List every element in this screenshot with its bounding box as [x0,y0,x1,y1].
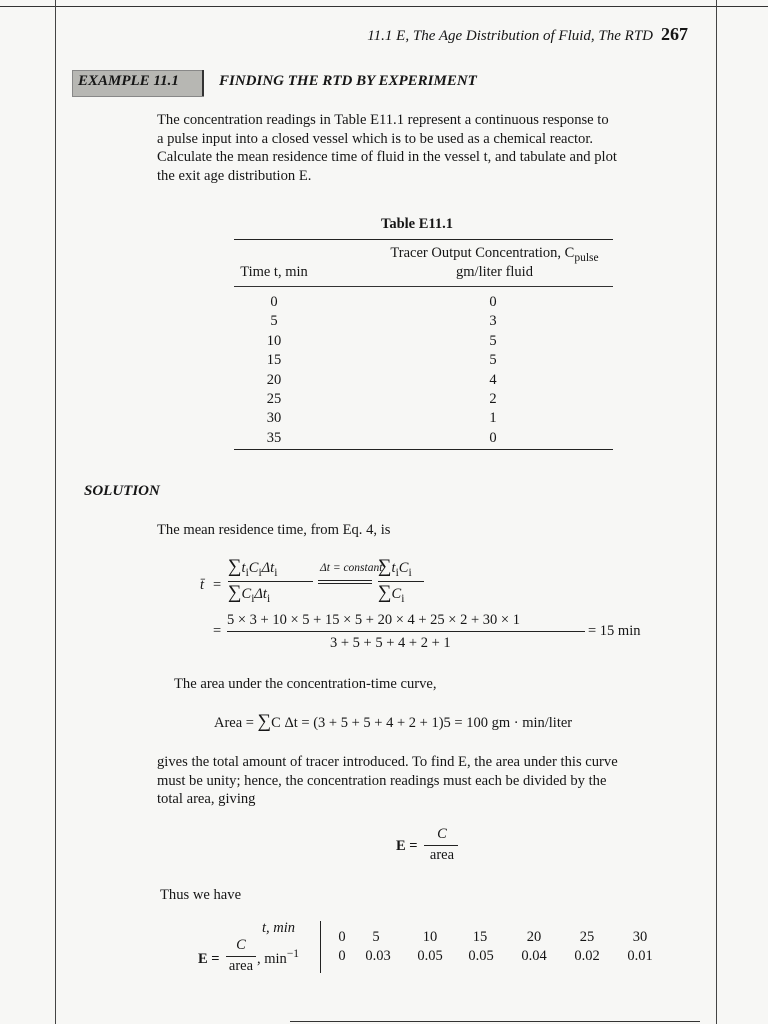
conc-cell: 0 [489,429,497,446]
eq2-fraction-bar [227,631,585,632]
table-conc-column [463,293,523,448]
problem-line: a pulse input into a closed vessel which is to be used as a chemical reactor. [157,130,594,147]
e-value: 0.03 [365,948,391,964]
conc-cell: 1 [489,410,497,427]
conc-cell: 5 [489,332,497,349]
explanation-line: must be unity; hence, the concentration readings must each be divided by the [157,772,607,789]
e-value: 0.04 [521,948,547,964]
explanation-line: gives the total amount of tracer introduced. To find E, the area under this curve [157,754,618,770]
t-value: 25 [579,929,595,945]
sum-symbol: ∑ [378,556,392,577]
table-bottom-rule [234,449,613,450]
table-divider [320,921,321,973]
left-margin-rule [55,0,56,1024]
row2-numerator: C [236,937,246,953]
row2-unit: , $\min^{-1}$ [257,948,300,967]
e-value: 0.01 [627,948,653,964]
thus-text: Thus we have [160,887,242,903]
table-col2-units: gm/liter fluid [456,264,533,280]
conc-cell: 3 [489,313,497,330]
e-def-denominator: area [429,847,455,863]
bottom-border [290,1021,700,1022]
running-header [367,24,688,45]
conc-cell: 0 [489,294,497,310]
mean-time-intro: The mean residence time, from Eq. 4, is [157,522,391,538]
t-values-row [331,929,671,949]
table-col2-header: Tracer Output Concentration, $C_{pulse}$ [390,245,599,264]
explanation-line: total area, giving [157,791,256,807]
eq2-numerator: 5 × 3 + 10 × 5 + 15 × 5 + 20 × 4 + 25 × 2 + 30 × 1 [227,612,520,628]
e-value: 0.05 [417,948,443,964]
right-margin-rule [716,0,717,1024]
t-value: 15 [472,929,488,945]
row2-fraction-bar [226,956,256,957]
time-cell: 10 [266,332,282,349]
tbar-symbol: t̄ [200,577,205,593]
area-explanation [157,753,702,809]
eq1-long-equals-top [318,580,372,581]
table-top-rule [234,239,613,240]
time-cell: 20 [266,371,282,388]
table-header-rule [234,286,613,287]
section-title: 11.1 E, The Age Distribution of Fluid, The RTD [367,28,653,44]
eq1-long-equals-bottom [318,583,372,584]
row2-denominator: area [228,958,254,974]
time-cell: 5 [270,313,278,330]
time-cell: 30 [266,410,282,427]
row1-label: t, min [262,920,296,936]
e-def-fraction-bar [424,845,458,846]
conc-cell: 2 [489,391,497,408]
eq1-right-denominator: $\sum C_i$ [378,582,405,605]
sum-symbol: ∑ [257,711,272,732]
time-cell: 25 [266,391,282,408]
t-value: 30 [632,929,648,945]
conc-cell: 4 [489,371,497,388]
t-value: 0 [338,929,346,945]
example-label: EXAMPLE 11.1 [78,73,179,89]
conc-cell: 5 [489,352,497,369]
t-value: 5 [372,929,380,945]
e-value: 0 [338,948,346,964]
time-cell: 15 [266,352,282,369]
problem-line: Calculate the mean residence time of fluid in the vessel t, and tabulate and plot [157,149,617,165]
table-caption: Table E11.1 [381,216,453,232]
table-time-column [234,293,314,448]
equals-sign: = [213,623,222,639]
e-value: 0.02 [574,948,600,964]
time-cell: 35 [266,429,282,446]
e-value: 0.05 [468,948,494,964]
area-equation: Area = ∑C Δt = (3 + 5 + 5 + 4 + 2 + 1)5 = 100 gm · min/liter [214,711,573,732]
eq1-denominator: $\sum C_i\Delta t_i$ [228,582,271,605]
t-value: 10 [422,929,438,945]
problem-line: The concentration readings in Table E11.1 represent a continuous response to [157,112,609,128]
example-separator [202,70,204,96]
area-intro: The area under the concentration-time curve, [174,676,437,692]
eq2-denominator: 3 + 5 + 5 + 4 + 2 + 1 [330,635,451,651]
top-border [0,0,768,7]
example-title: FINDING THE RTD BY EXPERIMENT [219,73,477,89]
eq1-condition: Δt = constant [320,562,383,574]
e-def-numerator: C [437,826,447,842]
table-col1-header: Time t, min [240,264,308,280]
page-number: 267 [661,24,688,44]
solution-heading: SOLUTION [84,483,160,499]
eq1-right-numerator: $\sum t_iC_i$ [378,556,412,579]
row2-lhs: E = [198,951,220,967]
problem-line: the exit age distribution E. [157,167,312,184]
e-def-lhs: E = [396,838,418,854]
sum-symbol: ∑ [228,582,242,603]
e-values-row [331,948,671,968]
eq1-numerator: $\sum t_iC_i\Delta t_i$ [228,556,278,579]
problem-statement [157,111,697,185]
eq2-result: = 15 min [588,623,641,639]
sum-symbol: ∑ [378,582,392,603]
t-value: 20 [526,929,542,945]
sum-symbol: ∑ [228,556,242,577]
equals-sign: = [213,577,222,593]
time-cell: 0 [270,294,278,310]
